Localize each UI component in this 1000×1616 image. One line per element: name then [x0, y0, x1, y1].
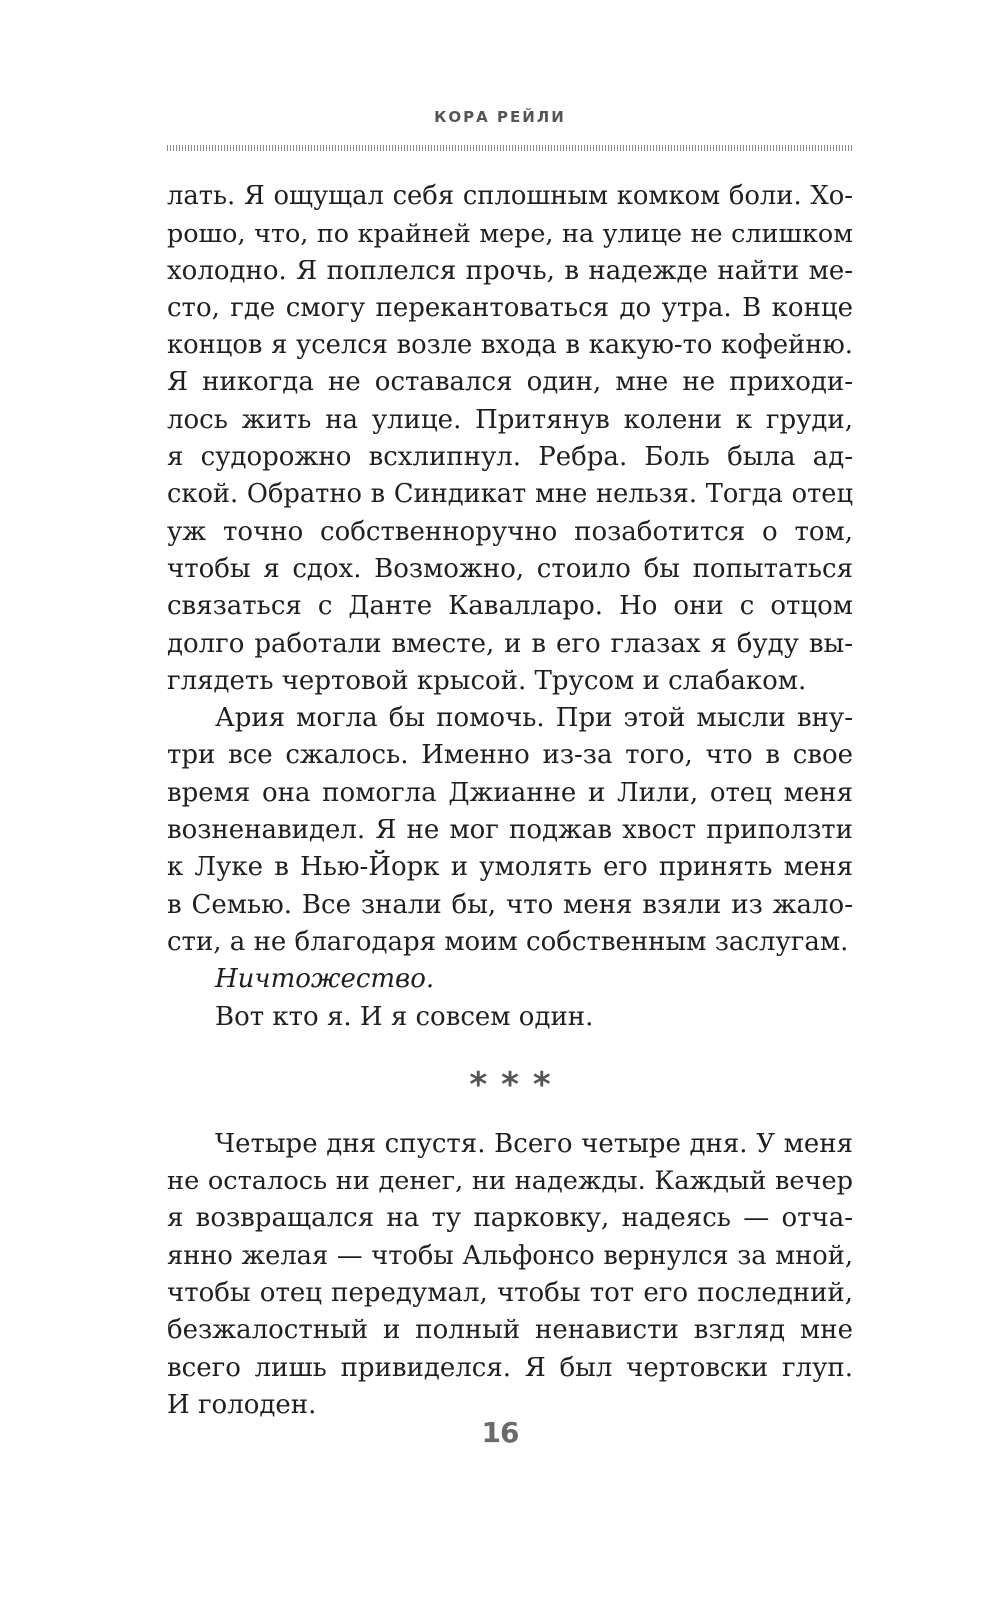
text-line: Ничтожество.: [215, 964, 435, 995]
text-line: ской. Обратно в Синдикат мне нельзя. Тогда отец: [167, 479, 853, 510]
text-line: я возвращался на ту парковку, надеясь — отча-: [167, 1203, 853, 1234]
text-line: уж точно собственноручно позаботится о том,: [167, 516, 853, 547]
text-line: в Семью. Все знали бы, что меня взяли из жало-: [167, 889, 853, 920]
header-rule: [167, 145, 853, 151]
text-line: рошо, что, по крайней мере, на улице не слишком: [167, 218, 853, 249]
text-line: связаться с Данте Кавалларо. Но они с отцом: [167, 591, 853, 622]
running-head: КОРА РЕЙЛИ: [434, 108, 566, 126]
text-line: всего лишь привиделся. Я был чертовски глуп.: [167, 1352, 853, 1383]
body-text: [167, 178, 853, 1424]
spacer: [167, 1108, 853, 1126]
text-line: не осталось ни денег, ни надежды. Каждый вечер: [167, 1166, 853, 1197]
text-line: концов я уселся возле входа в какую-то кофейню.: [167, 330, 853, 361]
page-number: 16: [481, 1416, 519, 1449]
text-line: чтобы я сдох. Возможно, стоило бы попытаться: [167, 553, 853, 584]
text-line: Ария могла бы помочь. При этой мысли вну-: [215, 703, 853, 734]
text-line: сти, а не благодаря моим собственным заслугам.: [167, 926, 849, 957]
text-line: лось жить на улице. Притянув колени к груди,: [167, 404, 853, 435]
text-line: чтобы отец передумал, чтобы тот его последний,: [167, 1278, 853, 1309]
text-line: холодно. Я поплелся прочь, в надежде найти ме-: [167, 255, 853, 286]
text-line: лать. Я ощущал себя сплошным комком боли. Хо-: [167, 181, 853, 211]
text-line: янно желая — чтобы Альфонсо вернулся за мной,: [167, 1240, 853, 1271]
text-line: глядеть чертовой крысой. Трусом и слабаком.: [167, 665, 807, 696]
text-line: безжалостный и полный ненависти взгляд мне: [167, 1315, 853, 1346]
text-line: время она помогла Джианне и Лили, отец меня: [167, 777, 853, 808]
text-line: три все сжалось. Именно из-за того, что в свое: [167, 740, 853, 771]
text-line: сто, где смогу перекантоваться до утра. В конце: [167, 292, 853, 323]
text-line: я судорожно всхлипнул. Ребра. Боль была ад-: [167, 442, 853, 473]
scene-break: ***: [469, 1064, 565, 1105]
text-line: Вот кто я. И я совсем один.: [215, 1001, 594, 1032]
spacer: [167, 1036, 853, 1062]
text-line: И голоден.: [167, 1389, 317, 1420]
text-line: к Луке в Нью-Йорк и умолять его принять меня: [167, 852, 853, 883]
text-line: Я никогда не оставался один, мне не приходи-: [167, 367, 853, 398]
text-line: Четыре дня спустя. Всего четыре дня. У меня: [215, 1128, 853, 1159]
text-line: возненавидел. Я не мог поджав хвост приползти: [167, 815, 853, 846]
text-line: долго работали вместе, и в его глазах я буду вы-: [167, 628, 853, 659]
